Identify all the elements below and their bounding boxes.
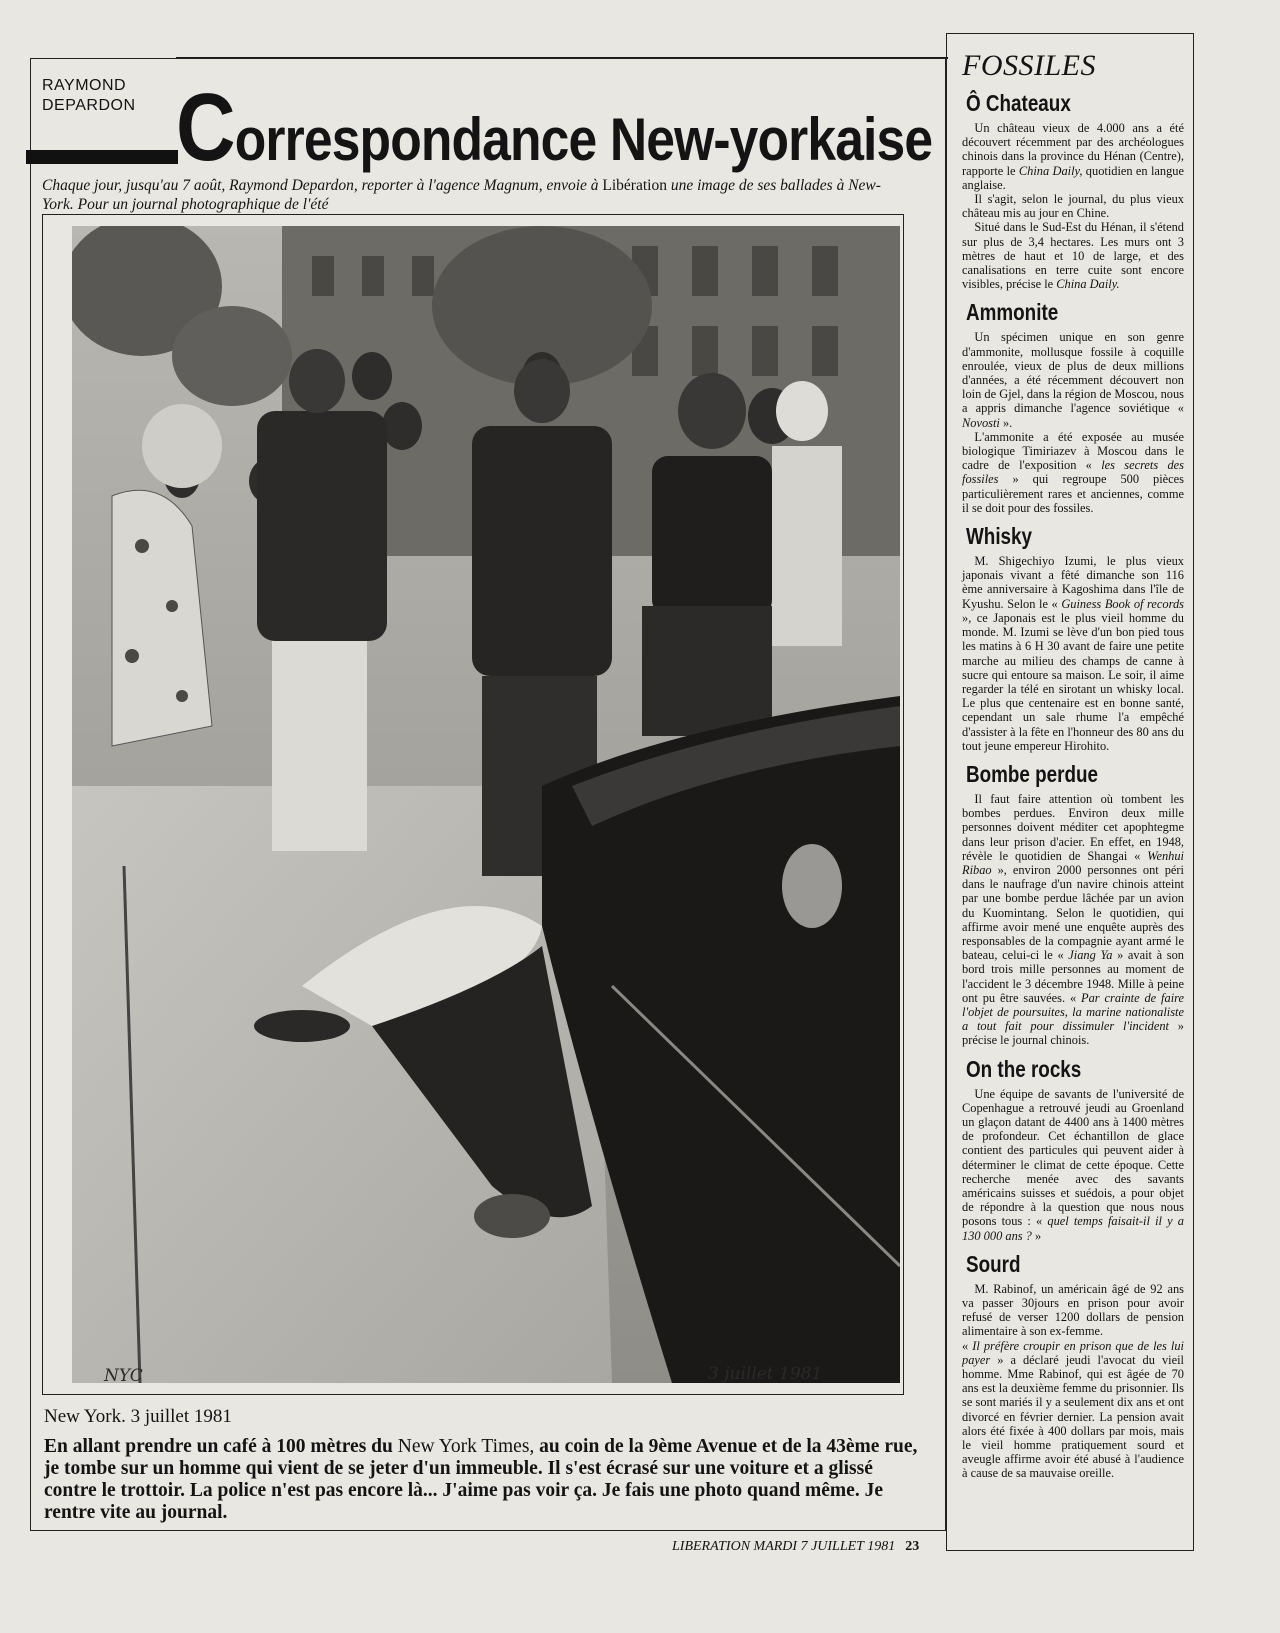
text-run: » précise le journal chinois. (962, 1019, 1185, 1048)
sourd-paragraph-2 (962, 1339, 1184, 1481)
sourd-paragraph-1 (962, 1282, 1184, 1339)
text-run: » avait à son bord trois mille personnes au moment de l'accident le 3 décembre 1948. Mille à peine ont pu être sauvées. « (962, 948, 1184, 1005)
text-run: » (1031, 1228, 1042, 1243)
text-run: « (962, 1338, 973, 1353)
text-run: Guiness Book of records (1061, 596, 1184, 611)
text-run: Jiang Ya (1068, 948, 1113, 963)
intro-paper-name: Libération (602, 177, 667, 194)
text-run: China Daily. (1056, 277, 1120, 292)
text-run: M. Rabinof, un américain âgé de 92 ans va passer 30jours en prison pour avoir refusé de verser 1200 dollars de pension alimentaire à son ex-femme. (962, 1281, 1184, 1339)
photo-illustration (72, 226, 900, 1383)
text-run: quel temps faisait-il il y a 130 000 ans ? (962, 1214, 1184, 1243)
text-run: China Daily, (1018, 163, 1083, 178)
text-run: » qui regroupe 500 pièces particulièrement rares et anciennes, comme il se doit pour des fossiles. (962, 472, 1184, 515)
ammonite-paragraph-1 (962, 330, 1184, 429)
whisky-paragraph (962, 554, 1184, 753)
footer-paper-date: LIBERATION MARDI 7 JUILLET 1981 (672, 1539, 896, 1554)
text-run: », environ 2000 personnes ont péri dans le naufrage d'un navire chinois atteint par une bombe perdue lâchée par un avion du Kuomintang. Selon le quotidien, qui affirme avoir mené une enquête auprès des responsables de la compagnie ayant armé le bateau, celui-ci le « (962, 862, 1184, 963)
section-heading-rocks: On the rocks (966, 1055, 1082, 1082)
street-photo (72, 226, 900, 1383)
bombe-paragraph (962, 792, 1184, 1048)
caption-paper-name: New York Times, (397, 1436, 535, 1457)
headline (176, 74, 933, 188)
text-run: ». (999, 415, 1013, 430)
text-run: quotidien en langue anglaise. (962, 163, 1184, 192)
text-run: Situé dans le Sud-Est du Hénan, il s'étend sur plus de 3,4 hectares. Les murs ont 3 mètres de haut et 10 de large, et des canalisations en terre cuite sont encore visibles, précise le (962, 220, 1184, 292)
ammonite-paragraph-2 (962, 430, 1184, 515)
caption-part-a: En allant prendre un café à 100 mètres du (44, 1436, 398, 1457)
text-run: M. Shigechiyo Izumi, le plus vieux japonais vivant a fêté dimanche son 116 ème anniversaire à Kagoshima dans l'île de Kyushu. Selon le « (962, 554, 1184, 611)
author-last-name: DEPARDON (42, 97, 136, 114)
photo-note-date: 3 juillet 1981 (708, 1364, 823, 1384)
text-run: Wenhui Ribao (962, 848, 1184, 877)
page-number: 23 (905, 1539, 920, 1554)
text-run: Par crainte de faire l'objet de poursuites, la marine nationaliste a tout fait pour dissimuler l'incident (962, 990, 1184, 1034)
chateaux-paragraph-1 (962, 121, 1184, 192)
intro-part-b: une image de ses ballades à New-York. Pour un journal photographique de l'été (42, 177, 881, 213)
article-intro (42, 176, 904, 214)
author-bar (26, 150, 178, 164)
section-heading-whisky: Whisky (966, 523, 1033, 550)
rocks-paragraph (962, 1087, 1184, 1243)
text-run: Novosti (962, 415, 1000, 430)
photo-note-place: NYC (104, 1366, 143, 1386)
text-run: Un château vieux de 4.000 ans a été découvert récemment par des archéologues chinois dans la province du Hénan (Centre), rapporte le (962, 121, 1184, 178)
page-footer (672, 1538, 919, 1556)
author-byline (42, 76, 136, 116)
headline-initial: C (176, 74, 235, 181)
section-heading-sourd: Sourd (966, 1250, 1021, 1277)
section-heading-chateaux: Ô Chateaux (966, 90, 1071, 116)
text-run: » a déclaré jeudi l'avocat du vieil homme. Mme Rabinof, qui est âgée de 70 ans est la deuxième femme du prisonnier. Ils se sont mariés il y a seulement dix ans et ont divorcé en février dernier. La pension avait alors été fixée à 400 dollars par mois, mais le vieil homme pratiquement sourd et aveugle affirme avoir été abusé à l'audience à cause de sa mauvaise oreille. (962, 1352, 1184, 1481)
section-heading-ammonite: Ammonite (966, 299, 1059, 326)
column-title: FOSSILES (962, 49, 1096, 82)
photo-dateline: New York. 3 juillet 1981 (44, 1406, 232, 1427)
headline-text: orrespondance New-yorkaise (234, 106, 933, 173)
text-run: L'ammonite a été exposée au musée biologique Timiriazev à Moscou dans le cadre de l'exposition « (962, 429, 1184, 473)
text-run: Il préfère croupir en prison que de les lui payer (962, 1338, 1184, 1367)
text-run: les secrets des fossiles (962, 458, 1184, 487)
text-run: Il s'agit, selon le journal, du plus vieux château mis au jour en Chine. (962, 192, 1184, 221)
author-first-name: RAYMOND (42, 77, 127, 94)
caption-part-b: au coin de la 9ème Avenue et de la 43ème rue, je tombe sur un homme qui vient de se jeter d'un immeuble. Il s'est écrasé sur une voiture et a glissé contre le trottoir. La police n'est pas encore là... J'aime pas voir ça. Je fais une photo quand même. Je rentre vite au journal. (44, 1436, 918, 1523)
text-run: Il faut faire attention où tombent les bombes perdues. Environ deux mille personnes doivent méditer cet apophtegme dans leur prison d'acier. En effet, en 1948, révèle le quotidien de Shangai « (962, 791, 1184, 863)
text-run: », ce Japonais est le plus vieil homme du monde. M. Izumi se lève d'un bon pied tous les matins à 6 H 30 avant de faire une petite marche au milieu des champs de canne à sucre qui entoure sa maison. Le soir, il aime regarder la télé en sirotant un whisky local. Le plus que centenaire est en bonne santé, cependant un sale rhume l'a empêché d'assister à la fête en l'honneur des 80 ans du tout jeune empereur Hirohito. (962, 610, 1184, 753)
fossiles-column (962, 50, 1184, 1481)
intro-part-a: Chaque jour, jusqu'au 7 août, Raymond Depardon, reporter à l'agence Magnum, envoie à (42, 177, 603, 194)
photo-caption (44, 1436, 924, 1524)
text-run: Une équipe de savants de l'université de Copenhague a retrouvé jeudi au Groenland un glaçon datant de 4400 ans à 1400 mètres de profondeur. Cet échantillon de glace contient des particules qui peuvent aider à déterminer le climat de cette époque. Cette recherche menée avec des savants américains suisses et suédois, a pour objet de répondre à la question que nous nous posons tous : « (962, 1086, 1184, 1229)
section-heading-bombe: Bombe perdue (966, 760, 1099, 787)
text-run: Un spécimen unique en son genre d'ammonite, mollusque fossile à coquille enroulée, vieux de plus de deux millions d'années, a été récemment découvert non loin de Gjel, dans la région de Moscou, nous a appris dimanche l'agence soviétique « (962, 330, 1184, 416)
chateaux-paragraph-2 (962, 192, 1184, 220)
chateaux-paragraph-3 (962, 220, 1184, 291)
